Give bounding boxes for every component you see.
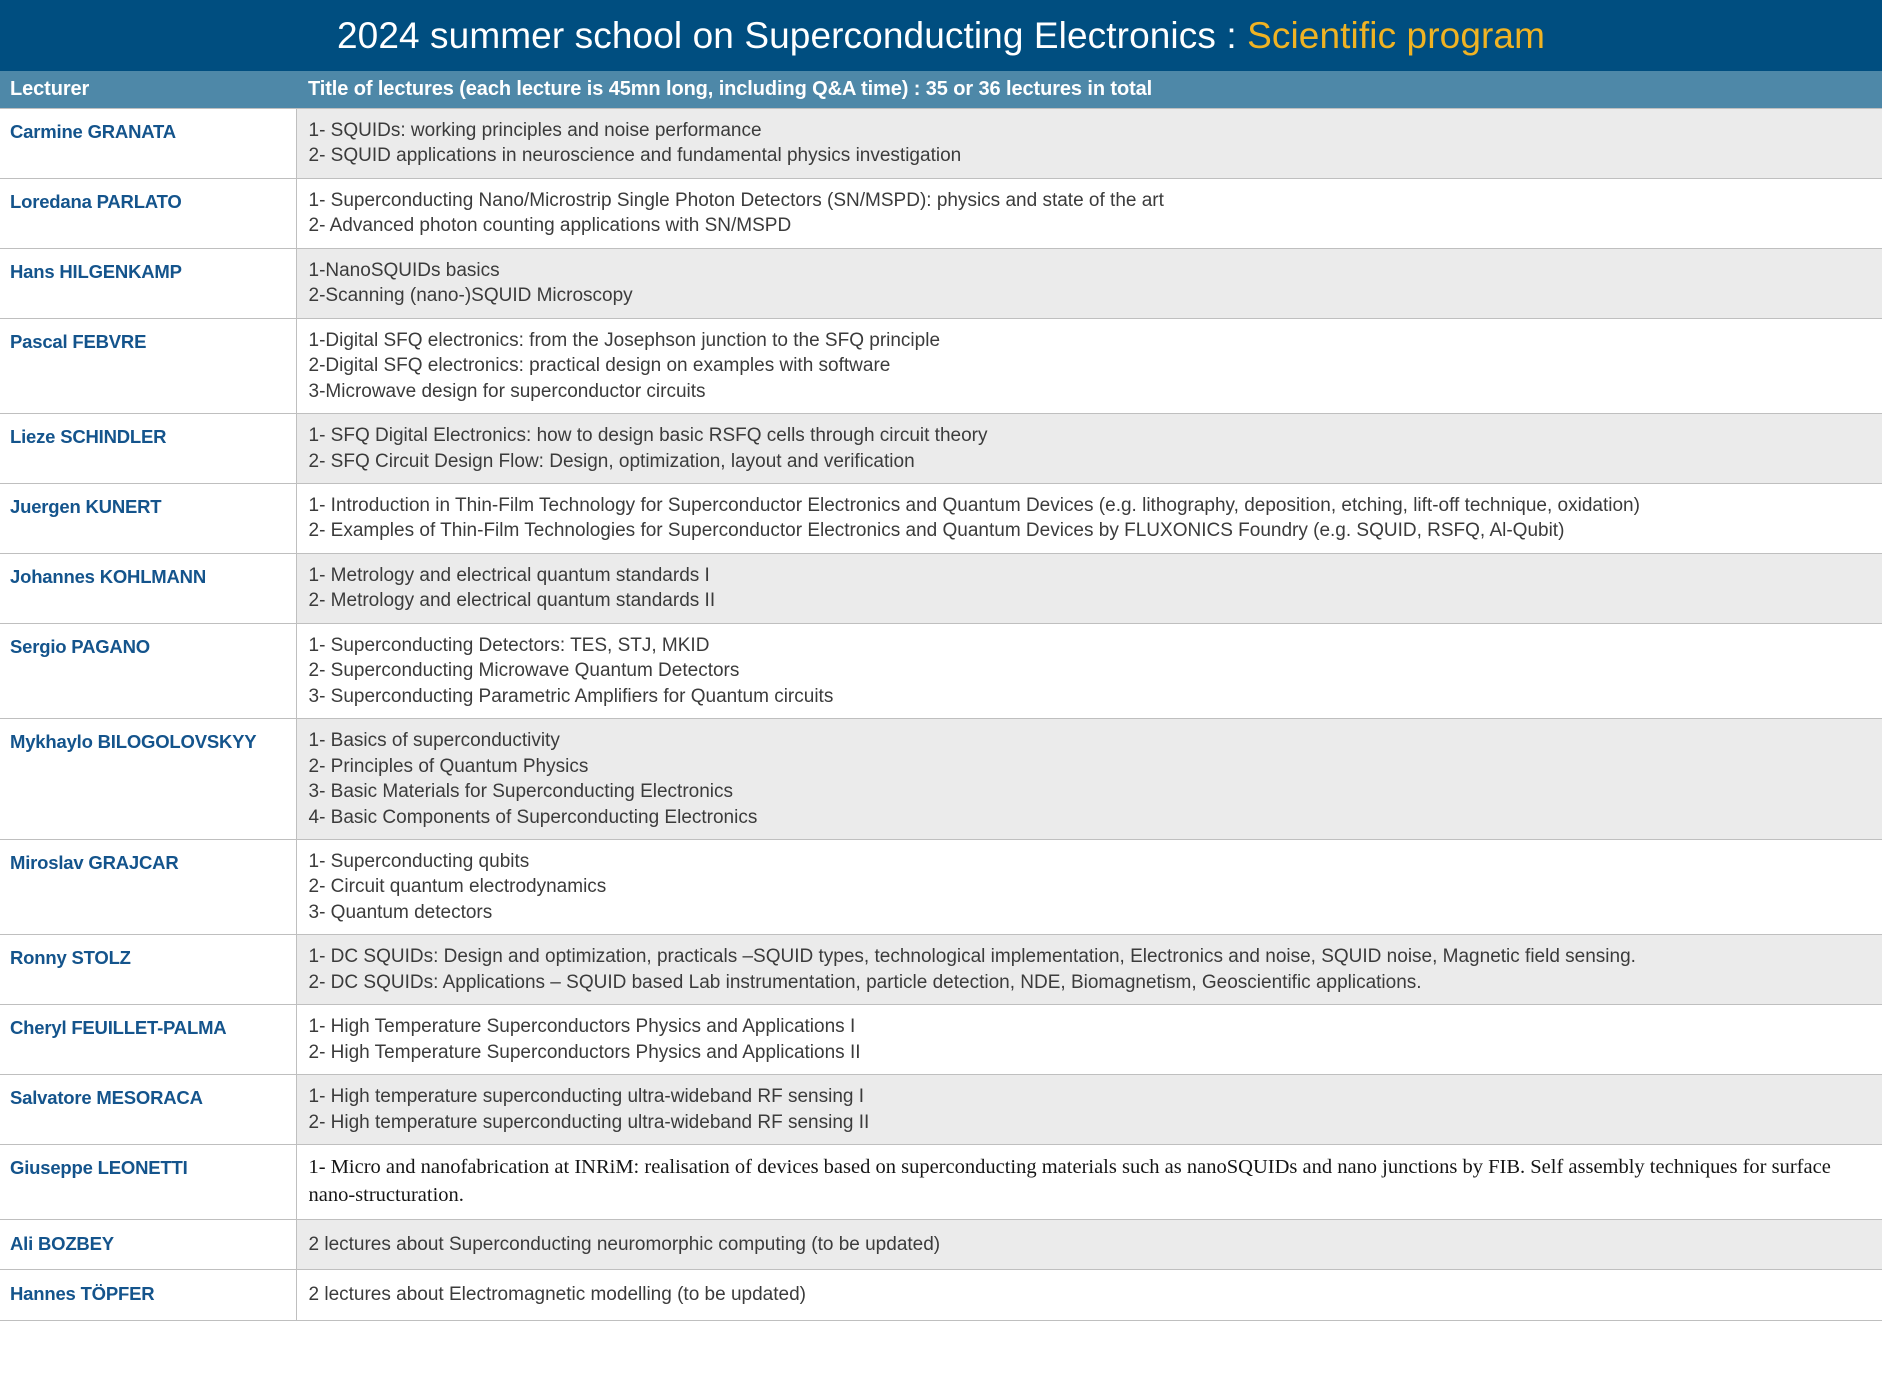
lecture-line: 2 lectures about Electromagnetic modelling (to be updated) bbox=[308, 1284, 806, 1306]
lecture-titles bbox=[296, 1219, 1882, 1269]
lecture-line: 2- High Temperature Superconductors Physics and Applications II bbox=[308, 1041, 861, 1063]
table-row bbox=[0, 935, 1882, 1005]
lecture-line: 2- Principles of Quantum Physics bbox=[308, 755, 589, 777]
lecture-titles bbox=[296, 1075, 1882, 1145]
title-banner bbox=[0, 0, 1882, 71]
lecture-line: 4- Basic Components of Superconducting Electronics bbox=[308, 806, 758, 828]
table-row bbox=[0, 839, 1882, 934]
lecture-line: 2- Advanced photon counting applications with SN/MSPD bbox=[308, 215, 792, 237]
lecturer-name: Salvatore MESORACA bbox=[0, 1075, 296, 1145]
lecture-titles bbox=[296, 109, 1882, 179]
lecture-line: 2- Metrology and electrical quantum standards II bbox=[308, 590, 716, 612]
table-row bbox=[0, 1005, 1882, 1075]
lecturer-name: Hannes TÖPFER bbox=[0, 1270, 296, 1320]
lecture-line: 1-Digital SFQ electronics: from the Josephson junction to the SFQ principle bbox=[308, 329, 941, 351]
lecture-line: 1- Basics of superconductivity bbox=[308, 730, 560, 752]
lecturer-name: Cheryl FEUILLET-PALMA bbox=[0, 1005, 296, 1075]
lecture-line: 3-Microwave design for superconductor circuits bbox=[308, 380, 706, 402]
lecture-line: 1- DC SQUIDs: Design and optimization, practicals –SQUID types, technological implementation, Electronics and noise, SQUID noise, Magnetic field sensing. bbox=[308, 946, 1636, 968]
lecturer-name: Ronny STOLZ bbox=[0, 935, 296, 1005]
page-title bbox=[337, 17, 1545, 54]
lecture-line: 2-Digital SFQ electronics: practical design on examples with software bbox=[308, 355, 891, 377]
table-row bbox=[0, 109, 1882, 179]
table-header-row bbox=[0, 71, 1882, 109]
lecture-titles bbox=[296, 178, 1882, 248]
table-row bbox=[0, 483, 1882, 553]
table-row bbox=[0, 248, 1882, 318]
lecture-titles bbox=[296, 935, 1882, 1005]
lecture-titles bbox=[296, 553, 1882, 623]
lecturer-name: Mykhaylo BILOGOLOVSKYY bbox=[0, 719, 296, 840]
lecture-line: 2- Superconducting Microwave Quantum Detectors bbox=[308, 660, 740, 682]
lecturer-name: Juergen KUNERT bbox=[0, 483, 296, 553]
lecturer-name: Johannes KOHLMANN bbox=[0, 553, 296, 623]
lecture-line: 2-Scanning (nano-)SQUID Microscopy bbox=[308, 285, 633, 307]
table-row bbox=[0, 414, 1882, 484]
table-row bbox=[0, 1219, 1882, 1269]
column-header-lecturer: Lecturer bbox=[0, 71, 296, 109]
lecture-line: 1- Superconducting Nano/Microstrip Single Photon Detectors (SN/MSPD): physics and state of the art bbox=[308, 189, 1164, 211]
lecture-line: 2- Examples of Thin-Film Technologies for Superconductor Electronics and Quantum Devices by FLUXONICS Foundry (e.g. SQUID, RSFQ, Al-Qubit) bbox=[308, 520, 1565, 542]
table-row bbox=[0, 318, 1882, 413]
table-row bbox=[0, 623, 1882, 718]
lecturer-name: Sergio PAGANO bbox=[0, 623, 296, 718]
lecture-titles bbox=[296, 1005, 1882, 1075]
lecture-titles bbox=[296, 839, 1882, 934]
lecture-line: 1- Metrology and electrical quantum standards I bbox=[308, 564, 710, 586]
lecturer-name: Loredana PARLATO bbox=[0, 178, 296, 248]
lecturer-name: Miroslav GRAJCAR bbox=[0, 839, 296, 934]
lecture-line: 3- Superconducting Parametric Amplifiers for Quantum circuits bbox=[308, 685, 834, 707]
lecturer-name: Carmine GRANATA bbox=[0, 109, 296, 179]
table-row bbox=[0, 178, 1882, 248]
lecture-line: 3- Quantum detectors bbox=[308, 901, 493, 923]
page-title-main: 2024 summer school on Superconducting Electronics : bbox=[336, 15, 1248, 56]
lecture-line: 2- SQUID applications in neuroscience and fundamental physics investigation bbox=[308, 145, 962, 167]
column-header-titles: Title of lectures (each lecture is 45mn long, including Q&A time) : 35 or 36 lectures in total bbox=[296, 71, 1882, 109]
lecture-line: 1- High temperature superconducting ultra-wideband RF sensing I bbox=[308, 1086, 865, 1108]
lecture-titles bbox=[296, 248, 1882, 318]
lecture-titles bbox=[296, 483, 1882, 553]
lecture-titles bbox=[296, 318, 1882, 413]
lecture-titles bbox=[296, 1270, 1882, 1320]
program-table bbox=[0, 71, 1882, 1321]
lecture-line: 1- SFQ Digital Electronics: how to design basic RSFQ cells through circuit theory bbox=[308, 425, 988, 447]
lecturer-name: Giuseppe LEONETTI bbox=[0, 1145, 296, 1220]
lecturer-name: Hans HILGENKAMP bbox=[0, 248, 296, 318]
table-head bbox=[0, 71, 1882, 109]
table-body bbox=[0, 109, 1882, 1321]
lecture-titles bbox=[296, 623, 1882, 718]
lecture-line: 2- DC SQUIDs: Applications – SQUID based Lab instrumentation, particle detection, NDE, Biomagnetism, Geoscientific applications. bbox=[308, 971, 1422, 993]
table-row bbox=[0, 1075, 1882, 1145]
lecture-line: 1- SQUIDs: working principles and noise performance bbox=[308, 120, 762, 141]
lecture-line: 1- Superconducting qubits bbox=[308, 850, 530, 872]
table-row bbox=[0, 1270, 1882, 1320]
lecture-line: 1- Introduction in Thin-Film Technology for Superconductor Electronics and Quantum Devices (e.g. lithography, deposition, etching, lift-off technique, oxidation) bbox=[308, 494, 1640, 516]
lecturer-name: Lieze SCHINDLER bbox=[0, 414, 296, 484]
lecture-line: 1- Micro and nanofabrication at INRiM: realisation of devices based on superconducting materials such as nanoSQUIDs and nano junctions by FIB. Self assembly techniques for surface nano-structuration. bbox=[308, 1156, 1831, 1206]
lecture-line: 2 lectures about Superconducting neuromorphic computing (to be updated) bbox=[308, 1233, 941, 1255]
lecture-line: 2- SFQ Circuit Design Flow: Design, optimization, layout and verification bbox=[308, 450, 915, 472]
lecture-titles bbox=[296, 1145, 1882, 1220]
lecture-titles bbox=[296, 414, 1882, 484]
lecture-line: 2- Circuit quantum electrodynamics bbox=[308, 876, 607, 898]
lecture-line: 1- Superconducting Detectors: TES, STJ, MKID bbox=[308, 634, 710, 656]
lecturer-name: Pascal FEBVRE bbox=[0, 318, 296, 413]
lecture-titles bbox=[296, 719, 1882, 840]
table-row bbox=[0, 719, 1882, 840]
page-title-accent: Scientific program bbox=[1247, 15, 1546, 56]
table-row bbox=[0, 1145, 1882, 1220]
lecture-line: 2- High temperature superconducting ultra-wideband RF sensing II bbox=[308, 1111, 870, 1133]
lecture-line: 1- High Temperature Superconductors Physics and Applications I bbox=[308, 1016, 856, 1038]
lecturer-name: Ali BOZBEY bbox=[0, 1219, 296, 1269]
lecture-line: 1-NanoSQUIDs basics bbox=[308, 259, 500, 281]
lecture-line: 3- Basic Materials for Superconducting Electronics bbox=[308, 781, 734, 803]
table-row bbox=[0, 553, 1882, 623]
